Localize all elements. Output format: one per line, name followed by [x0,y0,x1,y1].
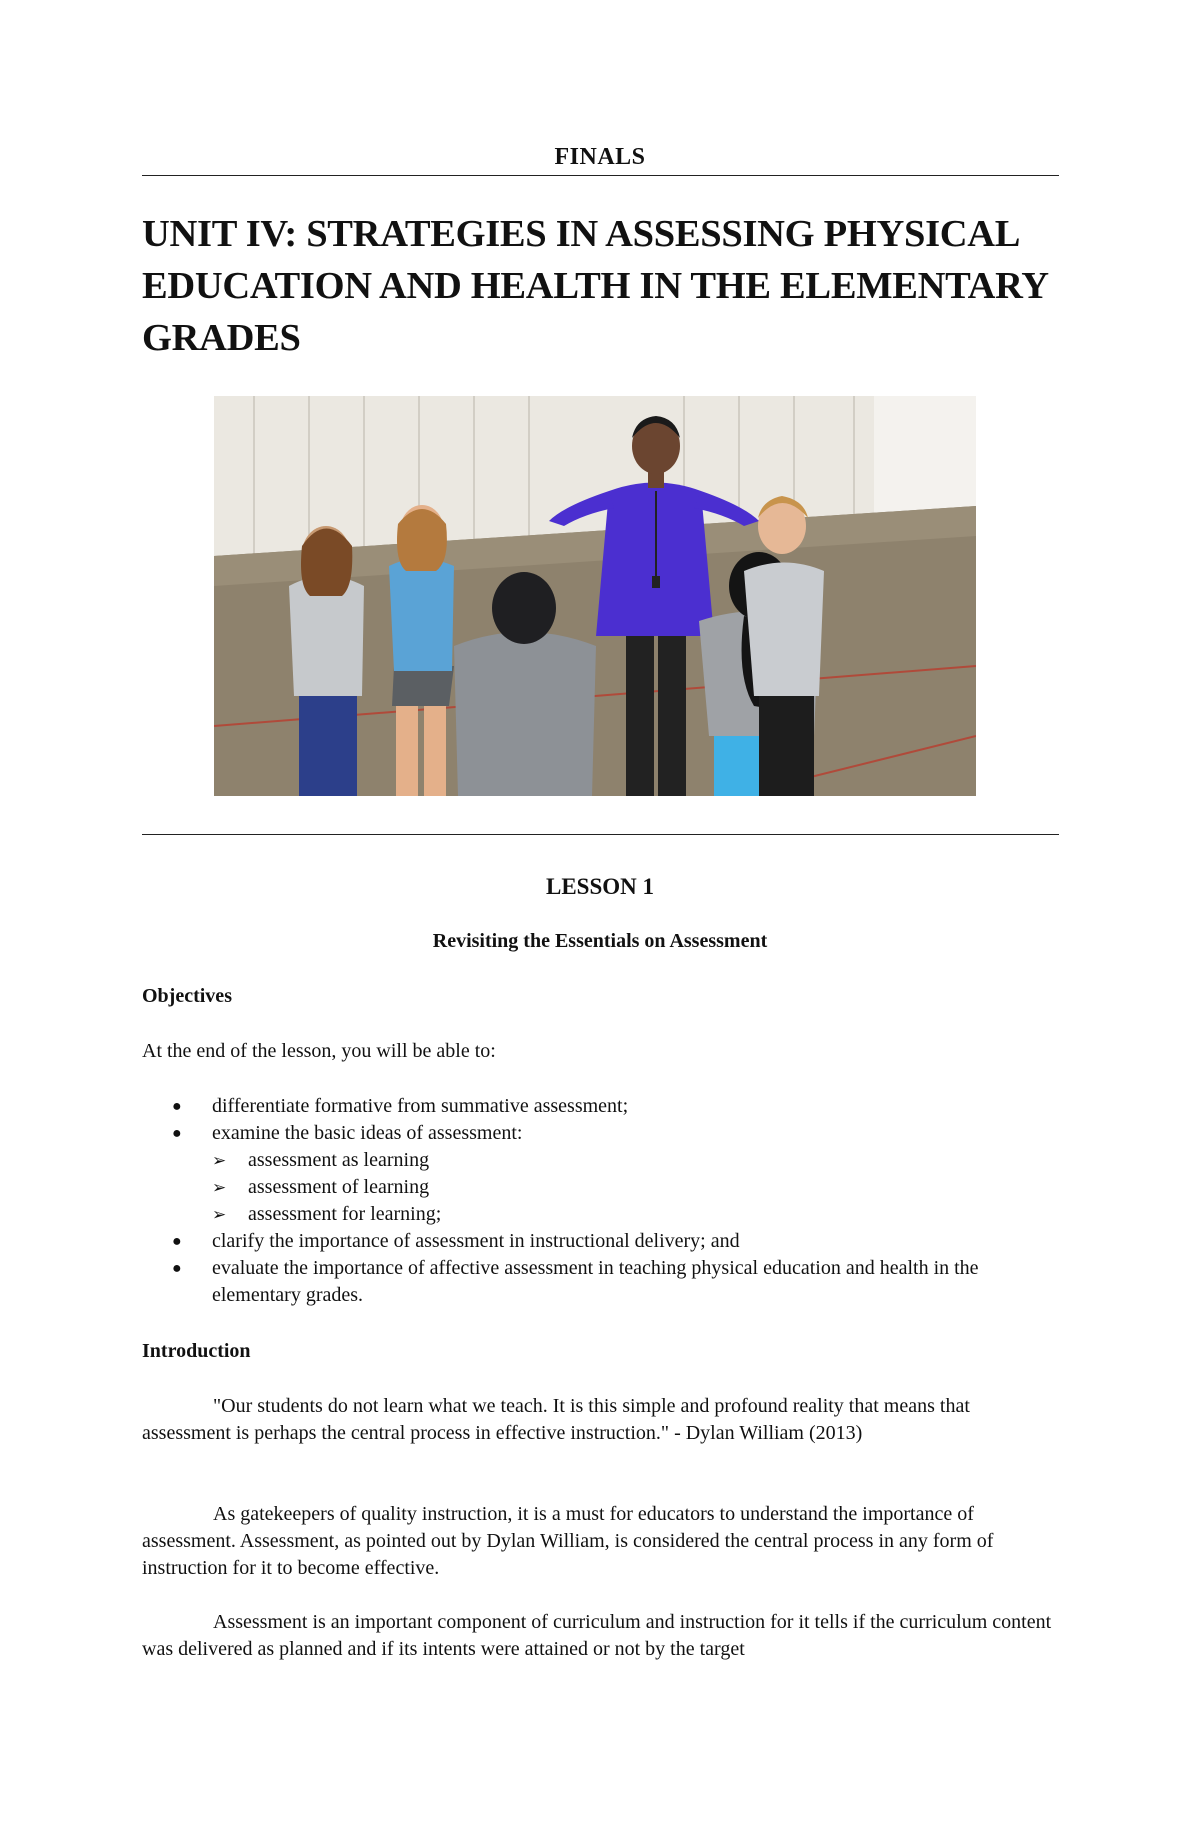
arrowhead-icon: ➢ [212,1205,227,1224]
list-item: ● evaluate the importance of affective assessment in teaching physical education and health in the elementary grades. [172,1257,979,1306]
lesson-subtitle: Revisiting the Essentials on Assessment [432,930,768,952]
list-item: ➢ assessment as learning [212,1147,1062,1174]
classroom-photo [214,396,976,796]
bullet-icon: ● [172,1098,182,1115]
top-divider [142,175,1059,176]
objectives-heading: Objectives [142,985,232,1007]
assessment-types-list [212,1147,1062,1228]
bullet-icon: ● [172,1260,182,1277]
arrowhead-icon: ➢ [212,1178,227,1197]
bullet-icon: ● [172,1125,182,1142]
list-item: ➢ assessment of learning [212,1174,1062,1201]
bullet-icon: ● [172,1233,182,1250]
lesson-number: LESSON 1 [545,874,654,899]
finals-label: FINALS [554,144,646,170]
list-item: ● clarify the importance of assessment in instructional delivery; and [142,1228,1062,1255]
objectives-intro: At the end of the lesson, you will be able to: [142,1040,496,1062]
intro-paragraph-3: Assessment is an important component of curriculum and instruction for it tells if the curriculum content was delivered as planned and if its intents were attained or not by the target [142,1611,1052,1660]
intro-paragraph-1: "Our students do not learn what we teach. It is this simple and profound reality that means that assessment is perhaps the central process in effective instruction." - Dylan William (2013) [142,1395,970,1444]
intro-paragraph-2: As gatekeepers of quality instruction, it is a must for educators to understand the importance of assessment. Assessment, as pointed out by Dylan William, is considered the central process in any form of instruction for it to become effective. [142,1503,994,1579]
introduction-heading: Introduction [142,1340,251,1362]
list-item: ● differentiate formative from summative assessment; [142,1093,1062,1120]
arrowhead-icon: ➢ [212,1151,227,1170]
list-item: ➢ assessment for learning; [212,1201,1062,1228]
list-item: ● examine the basic ideas of assessment: ➢ assessment as learning ➢ assessment of learning ➢ assessment for learning; [142,1120,1062,1228]
objectives-list [142,1093,1062,1309]
unit-title: UNIT IV: STRATEGIES IN ASSESSING PHYSICAL EDUCATION AND HEALTH IN THE ELEMENTARY GRADES [142,213,1048,359]
pe-class-illustration [214,396,976,796]
section-divider [142,834,1059,835]
